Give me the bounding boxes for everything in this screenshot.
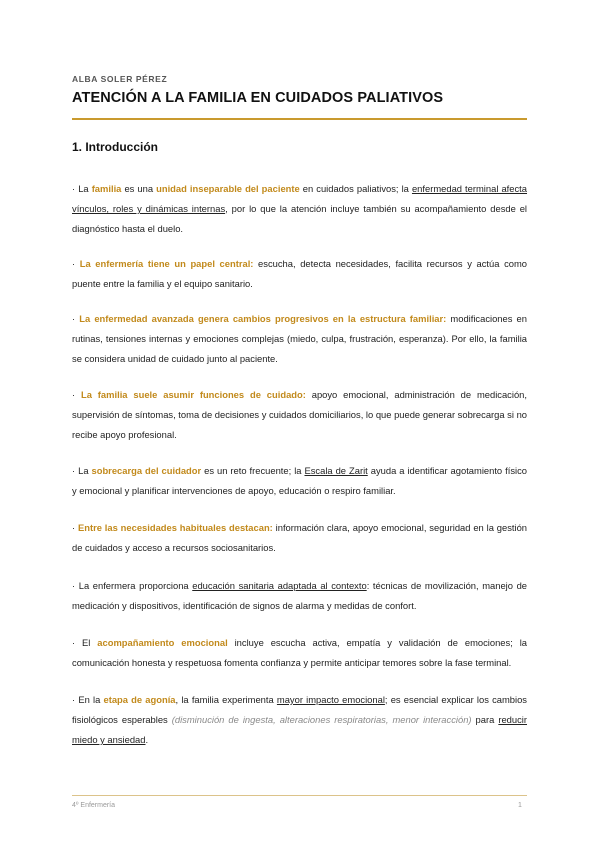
bullet-marker: · [72, 389, 81, 400]
body-text: incluye escucha activa, empatía y validación de emociones; la comunicación honesta y respetuosa fomenta confianza y permite anticipar temores sobre la fase terminal. [72, 637, 528, 668]
underlined-text: educación sanitaria adaptada al contexto [192, 580, 367, 591]
body-text: La enfermera proporciona [78, 580, 193, 591]
paragraph [72, 461, 527, 501]
bullet-marker: · [72, 313, 80, 324]
bullet-marker: · [72, 522, 78, 533]
paragraph [72, 518, 527, 558]
highlight-text: La enfermedad avanzada genera cambios progresivos en la estructura familiar: [79, 313, 447, 324]
body-text: escucha, detecta necesidades, facilita recursos y actúa como puente entre la familia y el equipo sanitario. [72, 258, 527, 289]
footer-course: 4º Enfermería [72, 802, 116, 809]
body-text: es un reto frecuente; la [201, 465, 305, 476]
document-title: ATENCIÓN A LA FAMILIA EN CUIDADOS PALIATIVOS [72, 90, 444, 106]
paragraph [72, 690, 527, 750]
body-text: La [78, 465, 92, 476]
paragraph [72, 254, 527, 294]
body-text: ayuda a identificar agotamiento físico y emocional y planificar intervenciones de apoyo, educación o respiro familiar. [72, 465, 528, 496]
footer-rule [72, 795, 527, 796]
author-name: ALBA SOLER PÉREZ [72, 74, 168, 84]
body-text: En la [78, 694, 104, 705]
bullet-marker: · [72, 258, 80, 269]
body-text: . [145, 734, 149, 745]
body-text: en cuidados paliativos; la [299, 183, 412, 194]
paragraph [72, 179, 527, 239]
highlight-text: etapa de agonía [103, 694, 176, 705]
body-text: La [78, 183, 92, 194]
body-text: modificaciones en rutinas, tensiones internas y emociones complejas (miedo, culpa, frustración, esperanza). Por ello, la familia se considera unidad de cuidado junto al paciente. [72, 313, 527, 364]
highlight-text: unidad inseparable del paciente [156, 183, 300, 194]
body-text: apoyo emocional, administración de medicación, supervisión de síntomas, toma de decisiones y cuidados domiciliarios, lo que puede generar sobrecarga si no recibe apoyo profesional. [72, 389, 527, 440]
body-text: es una [121, 183, 157, 194]
paragraph [72, 385, 527, 445]
highlight-text: La familia suele asumir funciones de cuidado: [81, 389, 306, 400]
body-text: ; es esencial explicar los cambios fisiológicos esperables [72, 694, 527, 725]
bullet-marker: · [72, 637, 83, 648]
underlined-text: enfermedad terminal afecta vínculos, roles y dinámicas internas [72, 183, 528, 214]
highlight-text: La enfermería tiene un papel central: [79, 258, 254, 269]
underlined-text: reducir miedo y ansiedad [72, 714, 527, 745]
body-text: información clara, apoyo emocional, seguridad en la gestión de cuidados y acceso a recursos sociosanitarios. [72, 522, 527, 553]
body-text: , la familia experimenta [175, 694, 277, 705]
title-rule [72, 118, 527, 120]
highlight-text: sobrecarga del cuidador [91, 465, 202, 476]
highlight-text: Entre las necesidades habituales destacan: [77, 522, 273, 533]
bullet-marker: · [72, 183, 79, 194]
paragraph [72, 633, 527, 673]
bullet-marker: · [72, 580, 79, 591]
highlight-text: familia [91, 183, 122, 194]
bullet-marker: · [72, 694, 79, 705]
body-text: El [82, 637, 98, 648]
body-text: para [471, 714, 499, 725]
body-text: , por lo que la atención incluye también su acompañamiento desde el diagnóstico hasta el duelo. [72, 203, 527, 234]
paragraph [72, 309, 527, 369]
underlined-text: mayor impacto emocional [276, 694, 385, 705]
italic-text: (disminución de ingesta, alteraciones respiratorias, menor interacción) [171, 714, 472, 725]
paragraph [72, 576, 527, 616]
bullet-marker: · [72, 465, 79, 476]
footer-page-number: 1 [518, 802, 522, 809]
underlined-text: Escala de Zarit [304, 465, 368, 476]
highlight-text: acompañamiento emocional [97, 637, 228, 648]
body-text: : técnicas de movilización, manejo de medicación y dispositivos, identificación de signos de alarma y medidas de confort. [72, 580, 527, 611]
section-heading: 1. Introducción [72, 140, 159, 154]
